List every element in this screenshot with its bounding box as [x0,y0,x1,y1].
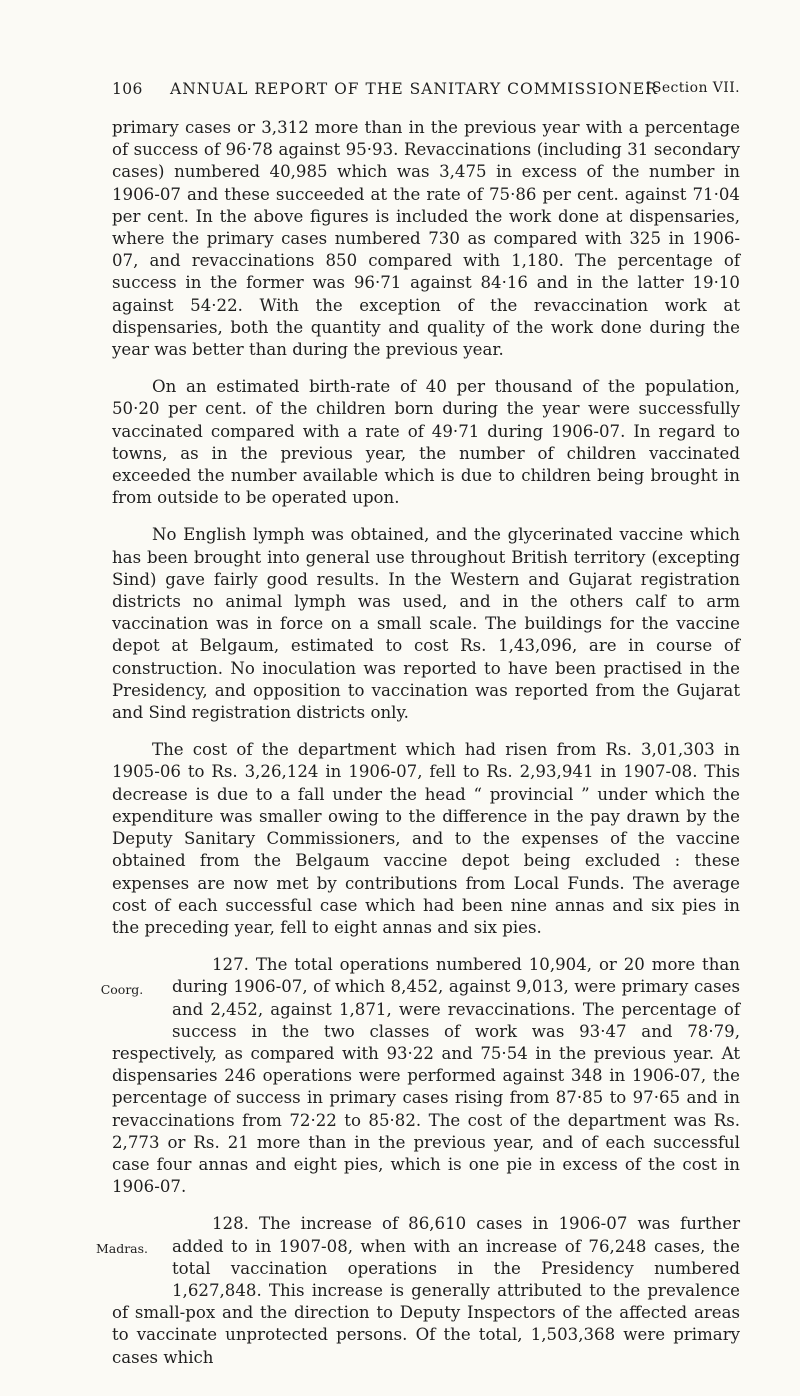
paragraph-coorg-text: 127. The total operations numbered 10,904, or 20 more than during 1906-07, of which 8,452, against 9,013, were primary cases and 2,452, against 1,871, were revaccinations. The percentage of success in the two classes of work was 93·47 and 78·79, respectively, as compared with 93·22 and 75·54 in the previous year. At dispensaries 246 operations were performed against 348 in 1906-07, the percentage of success in primary cases rising from 87·85 to 97·65 and in revaccinations from 72·22 to 85·82. The cost of the department was Rs. 2,773 or Rs. 21 more than in the previous year, and of each successful case four annas and eight pies, which is one pie in excess of the cost in 1906-07. [112,955,740,1197]
paragraph-coorg [100,954,740,1198]
paragraph-cost: The cost of the department which had risen from Rs. 3,01,303 in 1905-06 to Rs. 3,26,124 in 1906-07, fell to Rs. 2,93,941 in 1907-08. This decrease is due to a fall under the head “ provincial ” under which the expenditure was smaller owing to the difference in the pay drawn by the Deputy Sanitary Commissioners, and to the expenses of the vaccine obtained from the Belgaum vaccine depot being excluded : these expenses are now met by contributions from Local Funds. The average cost of each successful case which had been nine annas and six pies in the preceding year, fell to eight annas and six pies. [112,740,740,937]
paragraph-madras [95,1213,740,1368]
paragraph-continued: primary cases or 3,312 more than in the previous year with a percentage of success of 96·78 against 95·93. Revaccinations (including 31 secondary cases) numbered 40,985 which was 3,475 in excess of the number in 1906-07 and these succeeded at the rate of 75·86 per cent. against 71·04 per cent. In the above figures is included the work done at dispensaries, where the primary cases numbered 730 as compared with 325 in 1906-07, and revaccinations 850 compared with 1,180. The percentage of success in the former was 96·71 against 84·16 and in the latter 19·10 against 54·22. With the exception of the revaccination work at dispensaries, both the quantity and quality of the work done during the year was better than during the previous year. [112,118,740,360]
running-title: ANNUAL REPORT OF THE SANITARY COMMISSIONER [170,80,658,98]
page-number: 106 [112,80,143,98]
section-label: [Section VII. [646,80,740,96]
paragraph-birth-rate: On an estimated birth-rate of 40 per thousand of the population, 50·20 per cent. of the children born during the year were successfully vaccinated compared with a rate of 49·71 during 1906-07. In regard to towns, as in the previous year, the number of children vaccinated exceeded the number available which is due to children being brought in from outside to be operated upon. [112,377,740,508]
body-text [95,117,740,1384]
paragraph-madras-text: 128. The increase of 86,610 cases in 1906-07 was further added to in 1907-08, when with an increase of 76,248 cases, the total vaccination operations in the Presidency numbered 1,627,848. This increase is generally attributed to the prevalence of small-pox and the direction to Deputy Inspectors of the affected areas to vaccinate unprotected persons. Of the total, 1,503,368 were primary cases which [112,1214,740,1367]
margin-note-madras: Madras. [95,1241,149,1257]
margin-note-coorg: Coorg. [100,982,144,998]
page-header [112,80,740,102]
paragraph-lymph: No English lymph was obtained, and the glycerinated vaccine which has been brought into general use throughout British territory (excepting Sind) gave fairly good results. In the Western and Gujarat registration districts no animal lymph was used, and in the others calf to arm vaccination was in force on a small scale. The buildings for the vaccine depot at Belgaum, estimated to cost Rs. 1,43,096, are in course of construction. No inoculation was reported to have been practised in the Presidency, and opposition to vaccination was reported from the Gujarat and Sind registration districts only. [112,525,740,723]
